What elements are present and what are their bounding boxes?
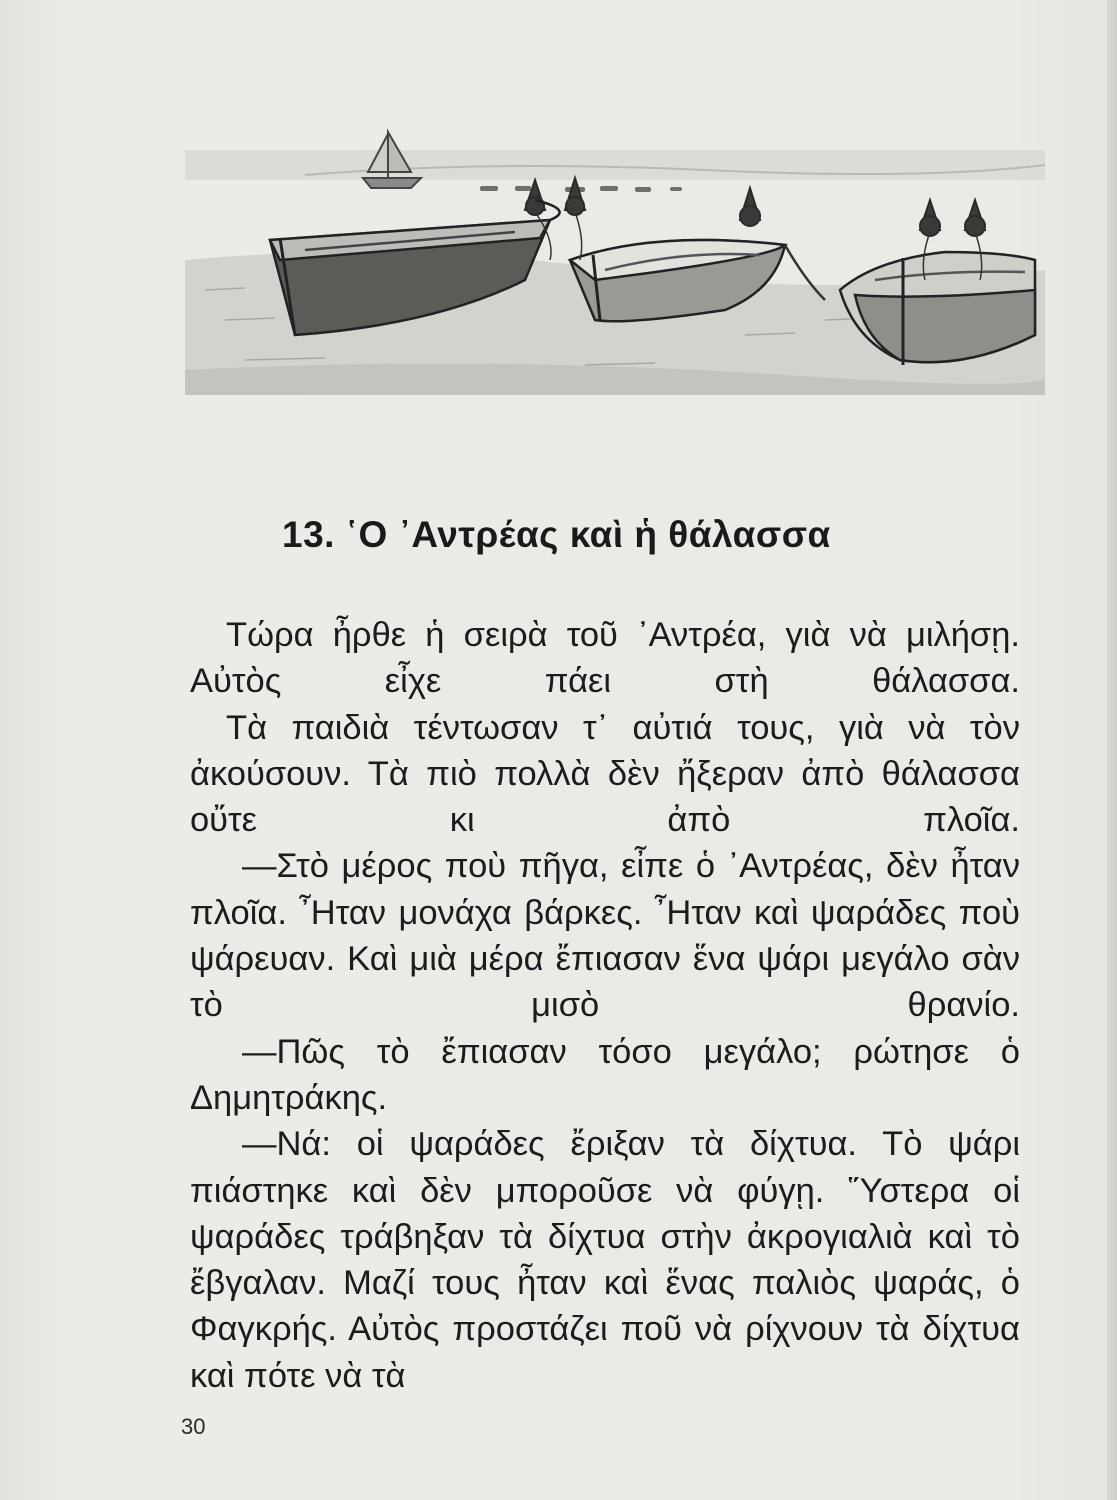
paragraph: —Νά: οἱ ψαράδες ἔριξαν τὰ δίχτυα. Τὸ ψάρι πιάστηκε καὶ δὲν μποροῦσε νὰ φύγῃ. ῞Υστερα οἱ ψαράδες τράβηξαν τὰ δίχτυα στὴν ἀκρογιαλιὰ καὶ τὸ ἔβγαλαν. Μαζί τους ἦταν καὶ ἕνας παλιὸς ψαράς, ὁ Φαγκρής. Αὐτὸς προστάζει ποῦ νὰ ρίχνουν τὰ δίχτυα καὶ πότε νὰ τὰ [190,1125,1020,1395]
boats-illustration-icon [185,120,1045,420]
chapter-title: 13. ῾Ο ᾿Αντρέας καὶ ἡ θάλασσα [282,514,831,555]
page-edge [1107,0,1117,1500]
chapter-body [190,612,1020,1399]
paragraph: Τώρα ἦρθε ἡ σειρὰ τοῦ ᾿Αντρέα, γιὰ νὰ μιλήσῃ. Αὐτὸς εἶχε πάει στὴ θάλασσα. [190,616,1020,701]
paragraph: Τὰ παιδιὰ τέντωσαν τ᾿ αὐτιά τους, γιὰ νὰ τὸν ἀκούσουν. Τὰ πιὸ πολλὰ δὲν ἤξεραν ἀπὸ θάλασσα οὔτε κι ἀπὸ πλοῖα. [190,708,1020,840]
paragraph: —Πῶς τὸ ἔπιασαν τόσο μεγάλο; ρώτησε ὁ Δημητράκης. [190,1032,1020,1117]
page-number: 30 [181,1414,206,1439]
paragraph: —Στὸ μέρος ποὺ πῆγα, εἶπε ὁ ᾿Αντρέας, δὲν ἦταν πλοῖα. ῏Ηταν μονάχα βάρκες. ῏Ηταν καὶ ψαράδες ποὺ ψάρευαν. Καὶ μιὰ μέρα ἔπιασαν ἕνα ψάρι μεγάλο σὰν τὸ μισὸ θρανίο. [190,847,1020,1025]
